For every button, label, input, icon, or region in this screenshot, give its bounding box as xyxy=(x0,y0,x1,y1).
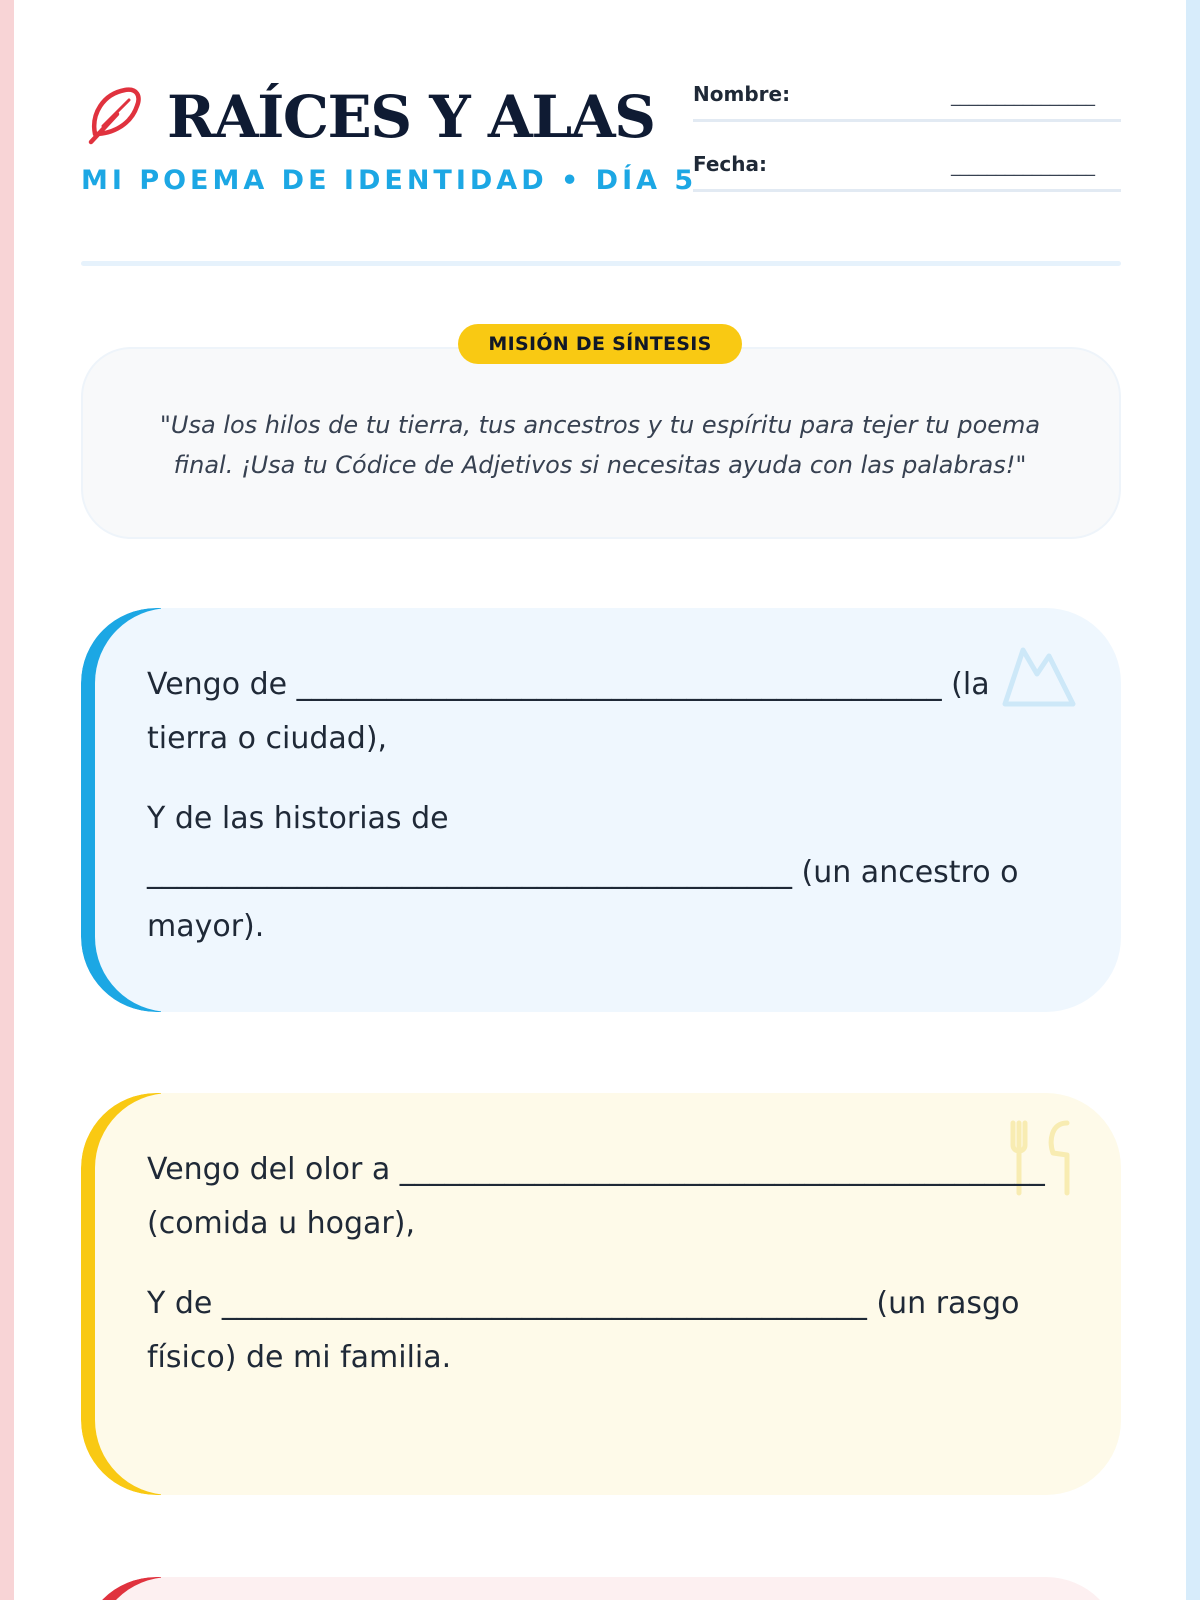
stanza-roots xyxy=(81,608,1121,1012)
name-blank: ________________ xyxy=(951,86,1095,107)
name-label: Nombre: xyxy=(693,82,791,106)
stanza-food xyxy=(81,1093,1121,1495)
date-field[interactable] xyxy=(693,150,1121,192)
name-field[interactable] xyxy=(693,80,1121,122)
mission-quote: "Usa los hilos de tu tierra, tus ancestros y tu espíritu para tejer tu poema final. ¡Usa tu Códice de Adjetivos si necesitas ayuda con las palabras!" xyxy=(159,411,1041,479)
worksheet-subtitle: MI POEMA DE IDENTIDAD • DÍA 5 xyxy=(81,165,698,196)
stanza-food-text xyxy=(147,1143,1047,1411)
stanza-line[interactable]: Y de las historias de ___________________________________________ (un ancestro o mayor). xyxy=(147,801,1019,944)
worksheet-header xyxy=(81,80,1121,200)
stanza-line[interactable]: Y de ___________________________________________ (un rasgo físico) de mi familia. xyxy=(147,1286,1020,1375)
left-edge-stripe xyxy=(0,0,14,1600)
right-edge-stripe xyxy=(1186,0,1200,1600)
stanza-line[interactable]: Vengo de ___________________________________________ (la tierra o ciudad), xyxy=(147,667,990,756)
header-divider xyxy=(81,261,1121,266)
stanza-next xyxy=(81,1577,1121,1600)
stanza-roots-text xyxy=(147,658,1047,980)
date-blank: ________________ xyxy=(951,156,1095,177)
mission-badge: MISIÓN DE SÍNTESIS xyxy=(458,324,742,364)
date-label: Fecha: xyxy=(693,152,768,176)
worksheet-title: RAÍCES Y ALAS xyxy=(167,83,655,151)
quill-icon xyxy=(81,84,143,146)
stanza-line[interactable]: Vengo del olor a ___________________________________________ (comida u hogar), xyxy=(147,1152,1045,1241)
